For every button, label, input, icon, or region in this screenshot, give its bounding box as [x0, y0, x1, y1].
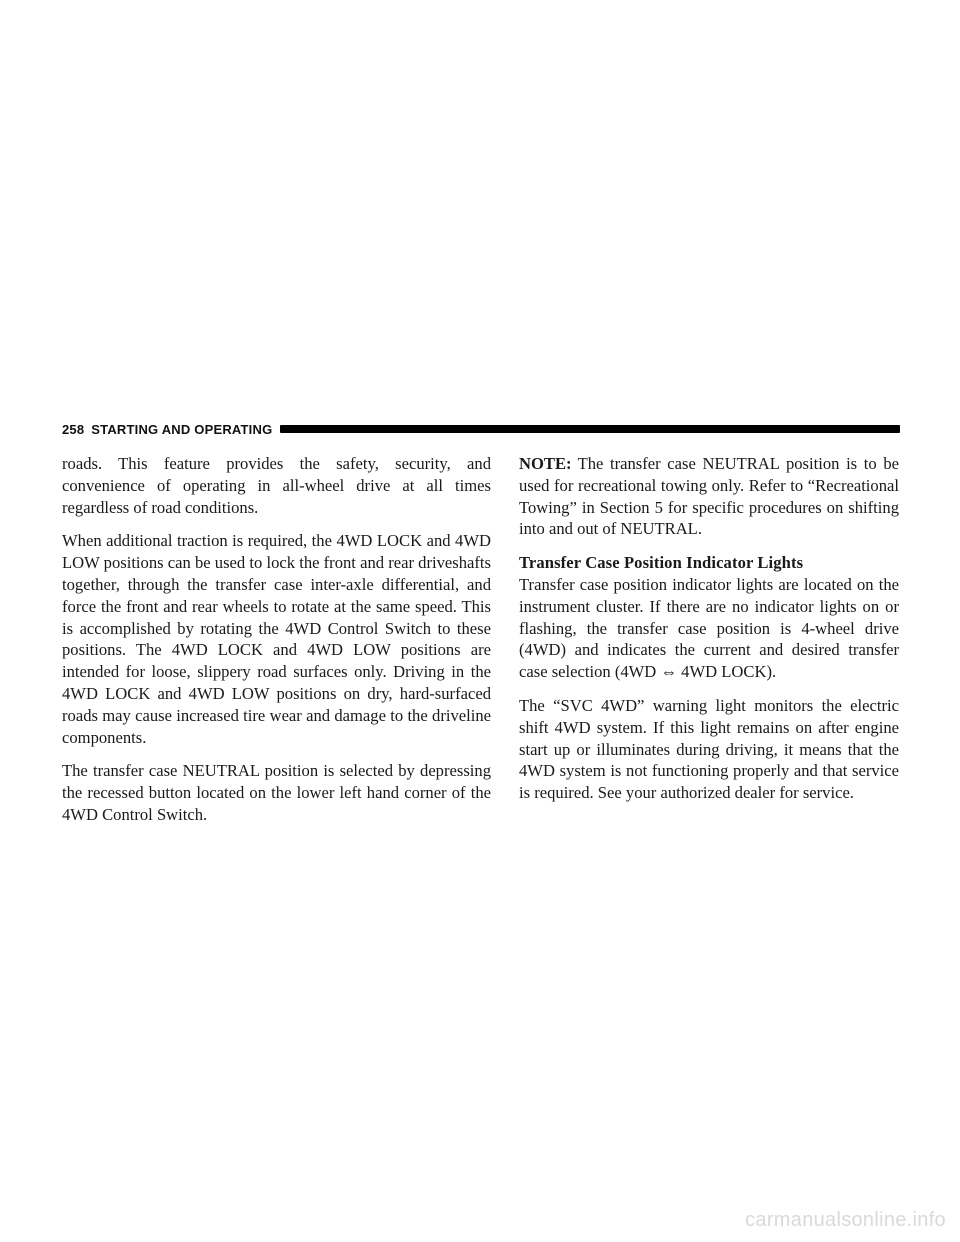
- paragraph-neutral-position: The transfer case NEUTRAL position is selected by depressing the recessed button located on the lower left hand corner of the 4WD Control Switch.: [62, 761, 491, 824]
- watermark: carmanualsonline.info: [745, 1209, 946, 1231]
- note-label: NOTE:: [519, 454, 572, 473]
- paragraph-all-wheel-drive: roads. This feature provides the safety, security, and convenience of operating in all-wheel drive at all times regardless of road conditions.: [62, 454, 491, 517]
- note-text: The transfer case NEUTRAL position is to be used for recreational towing only. Refer to “Recreational Towing” in Section 5 for specific procedures on shifting into and out of NEUTRAL.: [519, 454, 899, 539]
- page-header: [62, 420, 900, 438]
- section-title: STARTING AND OPERATING: [91, 421, 273, 437]
- right-column: [519, 453, 899, 816]
- paragraph-svc-4wd: The “SVC 4WD” warning light monitors the electric shift 4WD system. If this light remains on after engine start up or illuminates during driving, it means that the 4WD system is not functioning properly and that service is required. See your authorized dealer for service.: [519, 695, 899, 803]
- note-paragraph: [519, 453, 899, 540]
- paragraph-indicator-lights: Transfer case position indicator lights are located on the instrument cluster. If there are no indicator lights on or flashing, the transfer case position is 4-wheel drive (4WD) and indicates the current and desired transfer case selection (4WD ⇔ 4WD LOCK).: [519, 574, 899, 682]
- paragraph-4wd-lock-low: When additional traction is required, the 4WD LOCK and 4WD LOW positions can be used to lock the front and rear driveshafts together, through the transfer case inter-axle differential, and force the front and rear wheels to rotate at the same speed. This is accomplished by rotating the 4WD Control Switch to these positions. The 4WD LOCK and 4WD LOW positions are intended for loose, slippery road surfaces only. Driving in the 4WD LOCK and 4WD LOW positions on dry, hard-surfaced roads may cause increased tire wear and damage to the driveline components.: [62, 531, 491, 747]
- page-number: 258: [62, 421, 85, 437]
- header-rule: [280, 425, 900, 433]
- left-column: [62, 453, 491, 838]
- subheading-indicator-lights: Transfer Case Position Indicator Lights: [519, 553, 804, 573]
